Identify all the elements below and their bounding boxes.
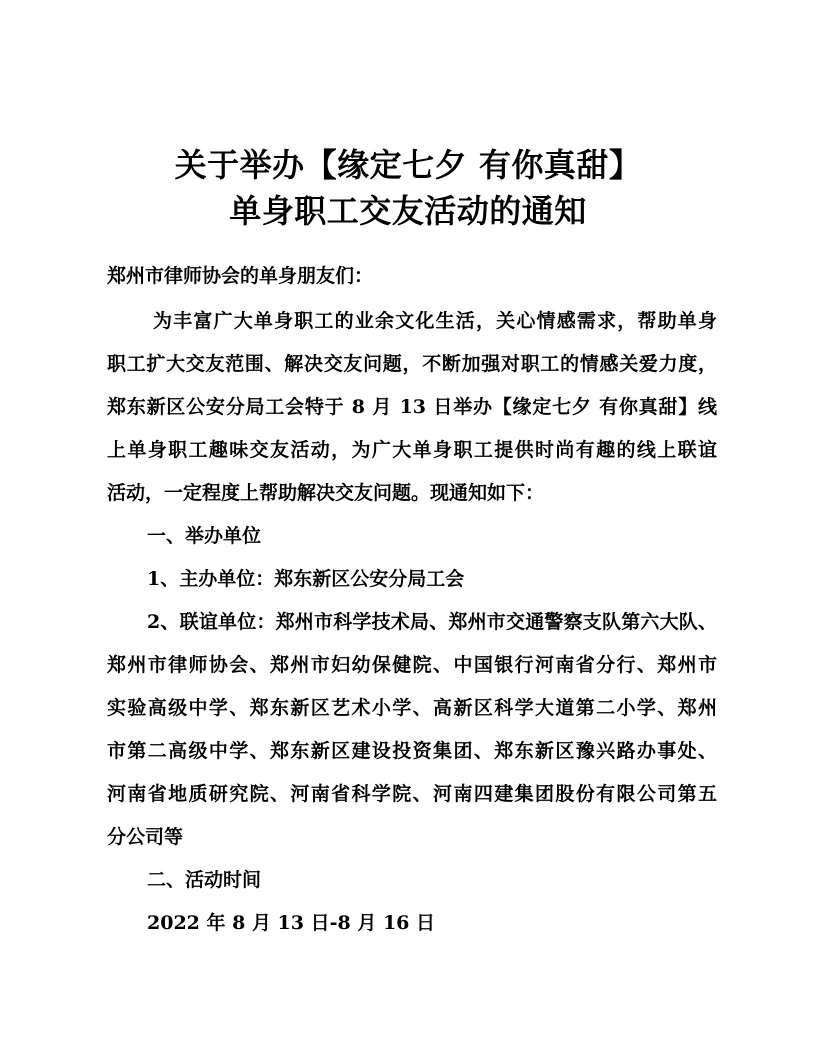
- document-title-line-2: 单身职工交友活动的通知: [229, 192, 587, 230]
- co-organizer-line: 市第二高级中学、郑东新区建设投资集团、郑东新区豫兴路办事处、: [107, 740, 717, 762]
- event-date: 2022 年 8 月 13 日-8 月 16 日: [147, 912, 436, 934]
- greeting: 郑州市律师协会的单身朋友们：: [107, 265, 374, 287]
- intro-line: 上单身职工趣味交友活动，为广大单身职工提供时尚有趣的线上联谊: [107, 439, 717, 461]
- section-2-heading: 二、活动时间: [147, 869, 262, 891]
- co-organizer-line: 2、联谊单位：郑州市科学技术局、郑州市交通警察支队第六大队、: [147, 611, 717, 633]
- section-1-heading: 一、举办单位: [147, 525, 262, 547]
- co-organizer-line: 郑州市律师协会、郑州市妇幼保健院、中国银行河南省分行、郑州市: [107, 654, 717, 676]
- document-title-line-1: 关于举办【缘定七夕 有你真甜】: [174, 146, 642, 184]
- intro-line: 职工扩大交友范围、解决交友问题，不断加强对职工的情感关爱力度，: [107, 353, 717, 375]
- host-organizer: 1、主办单位：郑东新区公安分局工会: [147, 568, 465, 590]
- intro-line: 活动，一定程度上帮助解决交友问题。现通知如下：: [107, 482, 545, 504]
- intro-line: 为丰富广大单身职工的业余文化生活，关心情感需求，帮助单身: [153, 310, 717, 332]
- intro-line: 郑东新区公安分局工会特于 8 月 13 日举办【缘定七夕 有你真甜】线: [107, 396, 717, 418]
- co-organizer-line: 河南省地质研究院、河南省科学院、河南四建集团股份有限公司第五: [107, 783, 717, 805]
- co-organizer-line: 分公司等: [107, 826, 184, 848]
- co-organizer-line: 实验高级中学、郑东新区艺术小学、高新区科学大道第二小学、郑州: [107, 697, 717, 719]
